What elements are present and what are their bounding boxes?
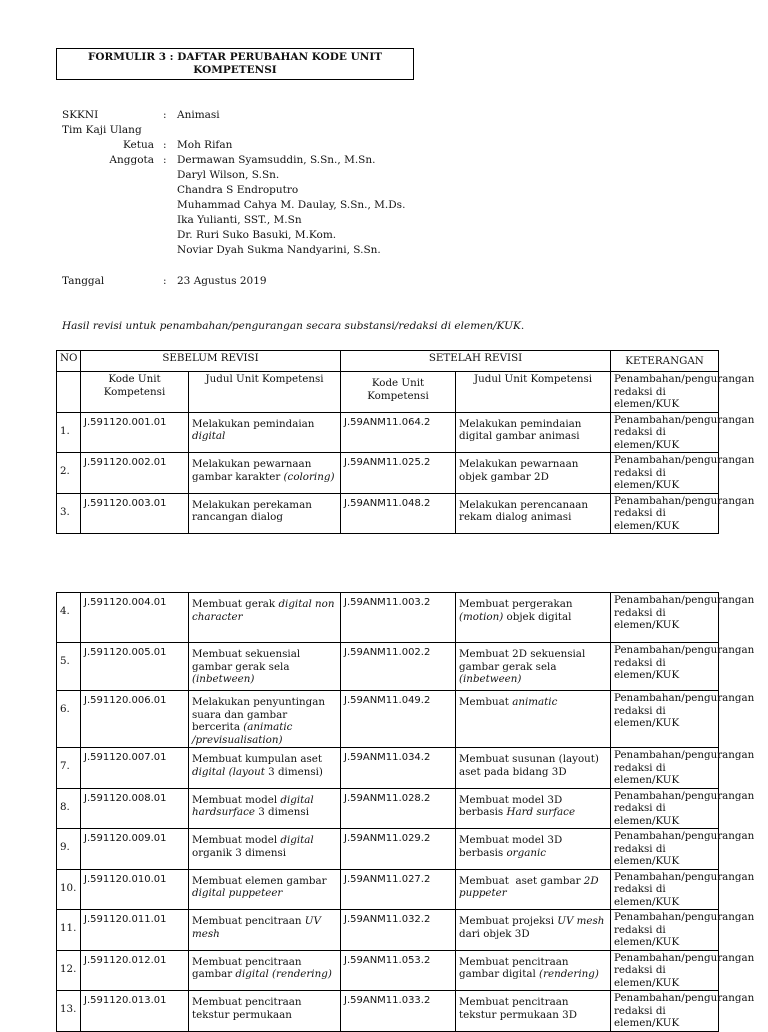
old-title: Membuat kumpulan aset digital (layout 3 dimensi)	[189, 748, 341, 789]
old-code: J.591120.007.01	[81, 748, 189, 789]
old-code: J.591120.011.01	[81, 910, 189, 951]
header-keterangan: KETERANGAN	[611, 351, 719, 372]
row-number: 8.	[57, 788, 81, 829]
old-code: J.591120.008.01	[81, 788, 189, 829]
table-row	[57, 869, 719, 910]
new-code: J.59ANM11.032.2	[341, 910, 456, 951]
keterangan: Penambahan/pengurangan redaksi di elemen/KUK	[611, 643, 719, 691]
table-row	[57, 593, 719, 643]
old-code: J.591120.001.01	[81, 412, 189, 453]
row-number: 6.	[57, 691, 81, 748]
table-row	[57, 788, 719, 829]
new-title: Membuat animatic	[456, 691, 611, 748]
new-title: Membuat model 3D berbasis Hard surface	[456, 788, 611, 829]
old-code: J.591120.010.01	[81, 869, 189, 910]
table-row	[57, 910, 719, 951]
header-ket-sub: Penambahan/pengurangan redaksi di elemen/KUK	[611, 372, 719, 413]
keterangan: Penambahan/pengurangan redaksi di elemen/KUK	[611, 788, 719, 829]
table-row	[57, 412, 719, 453]
tim-label: Tim Kaji Ulang	[62, 124, 142, 136]
old-code: J.591120.003.01	[81, 493, 189, 534]
colon: :	[163, 154, 167, 166]
new-code: J.59ANM11.029.2	[341, 829, 456, 870]
old-title: Membuat model digital organik 3 dimensi	[189, 829, 341, 870]
row-number: 1.	[57, 412, 81, 453]
header-judul-new: Judul Unit Kompetensi	[456, 372, 611, 413]
new-code: J.59ANM11.064.2	[341, 412, 456, 453]
old-title: Melakukan perekaman rancangan dialog	[189, 493, 341, 534]
row-number: 12.	[57, 950, 81, 991]
anggota-item: Daryl Wilson, S.Sn.	[177, 169, 280, 181]
anggota-item: Noviar Dyah Sukma Nandyarini, S.Sn.	[177, 244, 381, 256]
new-code: J.59ANM11.049.2	[341, 691, 456, 748]
keterangan: Penambahan/pengurangan redaksi di elemen/KUK	[611, 691, 719, 748]
keterangan: Penambahan/pengurangan redaksi di elemen/KUK	[611, 869, 719, 910]
row-number: 2.	[57, 453, 81, 494]
row-number: 7.	[57, 748, 81, 789]
row-number: 4.	[57, 593, 81, 643]
new-title: Membuat projeksi UV mesh dari objek 3D	[456, 910, 611, 951]
row-number: 5.	[57, 643, 81, 691]
skkni-label: SKKNI	[62, 109, 99, 121]
header-no: NO	[57, 351, 81, 372]
table-row	[57, 991, 719, 1032]
tanggal-value: 23 Agustus 2019	[177, 275, 267, 287]
keterangan: Penambahan/pengurangan redaksi di elemen/KUK	[611, 453, 719, 494]
revision-table-1	[56, 350, 755, 534]
header-no-blank	[57, 372, 81, 413]
old-code: J.591120.009.01	[81, 829, 189, 870]
old-title: Membuat elemen gambar digital puppeteer	[189, 869, 341, 910]
new-code: J.59ANM11.048.2	[341, 493, 456, 534]
form-title	[56, 48, 414, 80]
tanggal-label: Tanggal	[62, 275, 105, 287]
table-row	[57, 829, 719, 870]
new-code: J.59ANM11.033.2	[341, 991, 456, 1032]
keterangan: Penambahan/pengurangan redaksi di elemen/KUK	[611, 991, 719, 1032]
team-info	[62, 108, 562, 289]
ketua-value: Moh Rifan	[177, 139, 233, 151]
old-title: Melakukan pewarnaan gambar karakter (coloring)	[189, 453, 341, 494]
old-title: Membuat gerak digital non character	[189, 593, 341, 643]
colon: :	[163, 139, 167, 151]
old-code: J.591120.005.01	[81, 643, 189, 691]
form-title-line2: KOMPETENSI	[193, 64, 277, 76]
old-title: Membuat model digital hardsurface 3 dimensi	[189, 788, 341, 829]
header-kode-old: Kode Unit Kompetensi	[81, 372, 189, 413]
header-kode-new: Kode Unit Kompetensi	[341, 372, 456, 413]
new-code: J.59ANM11.028.2	[341, 788, 456, 829]
new-title: Membuat 2D sekuensial gambar gerak sela (inbetween)	[456, 643, 611, 691]
new-title: Membuat pencitraan gambar digital (rendering)	[456, 950, 611, 991]
keterangan: Penambahan/pengurangan redaksi di elemen/KUK	[611, 829, 719, 870]
old-title: Melakukan penyuntingan suara dan gambar bercerita (animatic /previsualisation)	[189, 691, 341, 748]
old-title: Membuat pencitraan UV mesh	[189, 910, 341, 951]
anggota-label: Anggota	[109, 154, 154, 166]
colon: :	[163, 109, 167, 121]
old-title: Membuat pencitraan tekstur permukaan	[189, 991, 341, 1032]
header-setelah: SETELAH REVISI	[341, 351, 611, 372]
anggota-item: Ika Yulianti, SST., M.Sn	[177, 214, 302, 226]
colon: :	[163, 275, 167, 287]
keterangan: Penambahan/pengurangan redaksi di elemen/KUK	[611, 593, 719, 643]
row-number: 9.	[57, 829, 81, 870]
new-code: J.59ANM11.027.2	[341, 869, 456, 910]
keterangan: Penambahan/pengurangan redaksi di elemen/KUK	[611, 493, 719, 534]
keterangan: Penambahan/pengurangan redaksi di elemen/KUK	[611, 748, 719, 789]
old-code: J.591120.013.01	[81, 991, 189, 1032]
row-number: 13.	[57, 991, 81, 1032]
table-row	[57, 748, 719, 789]
form-title-line1: FORMULIR 3 : DAFTAR PERUBAHAN KODE UNIT	[87, 51, 383, 63]
new-code: J.59ANM11.034.2	[341, 748, 456, 789]
old-code: J.591120.012.01	[81, 950, 189, 991]
revision-table-2	[56, 592, 755, 1032]
old-code: J.591120.006.01	[81, 691, 189, 748]
table-row	[57, 493, 719, 534]
new-code: J.59ANM11.025.2	[341, 453, 456, 494]
keterangan: Penambahan/pengurangan redaksi di elemen/KUK	[611, 412, 719, 453]
old-title: Membuat sekuensial gambar gerak sela (inbetween)	[189, 643, 341, 691]
table-row	[57, 950, 719, 991]
row-number: 3.	[57, 493, 81, 534]
header-sebelum: SEBELUM REVISI	[81, 351, 341, 372]
new-title: Melakukan pewarnaan objek gambar 2D	[456, 453, 611, 494]
new-title: Membuat pergerakan (motion) objek digital	[456, 593, 611, 643]
revision-note: Hasil revisi untuk penambahan/pengurangan secara substansi/redaksi di elemen/KUK.	[62, 320, 525, 332]
row-number: 10.	[57, 869, 81, 910]
new-title: Melakukan perencanaan rekam dialog animasi	[456, 493, 611, 534]
ketua-label: Ketua	[122, 139, 154, 151]
table-row	[57, 691, 719, 748]
row-number: 11.	[57, 910, 81, 951]
table-row	[57, 453, 719, 494]
keterangan: Penambahan/pengurangan redaksi di elemen/KUK	[611, 950, 719, 991]
old-title: Membuat pencitraan gambar digital (rendering)	[189, 950, 341, 991]
anggota-item: Muhammad Cahya M. Daulay, S.Sn., M.Ds.	[177, 199, 406, 211]
keterangan: Penambahan/pengurangan redaksi di elemen/KUK	[611, 910, 719, 951]
header-judul-old: Judul Unit Kompetensi	[189, 372, 341, 413]
old-title: Melakukan pemindaian digital	[189, 412, 341, 453]
new-title: Membuat aset gambar 2D puppeter	[456, 869, 611, 910]
new-title: Membuat susunan (layout) aset pada bidang 3D	[456, 748, 611, 789]
anggota-item: Chandra S Endroputro	[177, 184, 299, 196]
old-code: J.591120.002.01	[81, 453, 189, 494]
anggota-item: Dermawan Syamsuddin, S.Sn., M.Sn.	[177, 154, 376, 166]
new-code: J.59ANM11.053.2	[341, 950, 456, 991]
new-title: Melakukan pemindaian digital gambar animasi	[456, 412, 611, 453]
new-code: J.59ANM11.002.2	[341, 643, 456, 691]
skkni-value: Animasi	[177, 109, 220, 121]
old-code: J.591120.004.01	[81, 593, 189, 643]
new-title: Membuat model 3D berbasis organic	[456, 829, 611, 870]
new-title: Membuat pencitraan tekstur permukaan 3D	[456, 991, 611, 1032]
anggota-item: Dr. Ruri Suko Basuki, M.Kom.	[177, 229, 337, 241]
new-code: J.59ANM11.003.2	[341, 593, 456, 643]
table-row	[57, 643, 719, 691]
